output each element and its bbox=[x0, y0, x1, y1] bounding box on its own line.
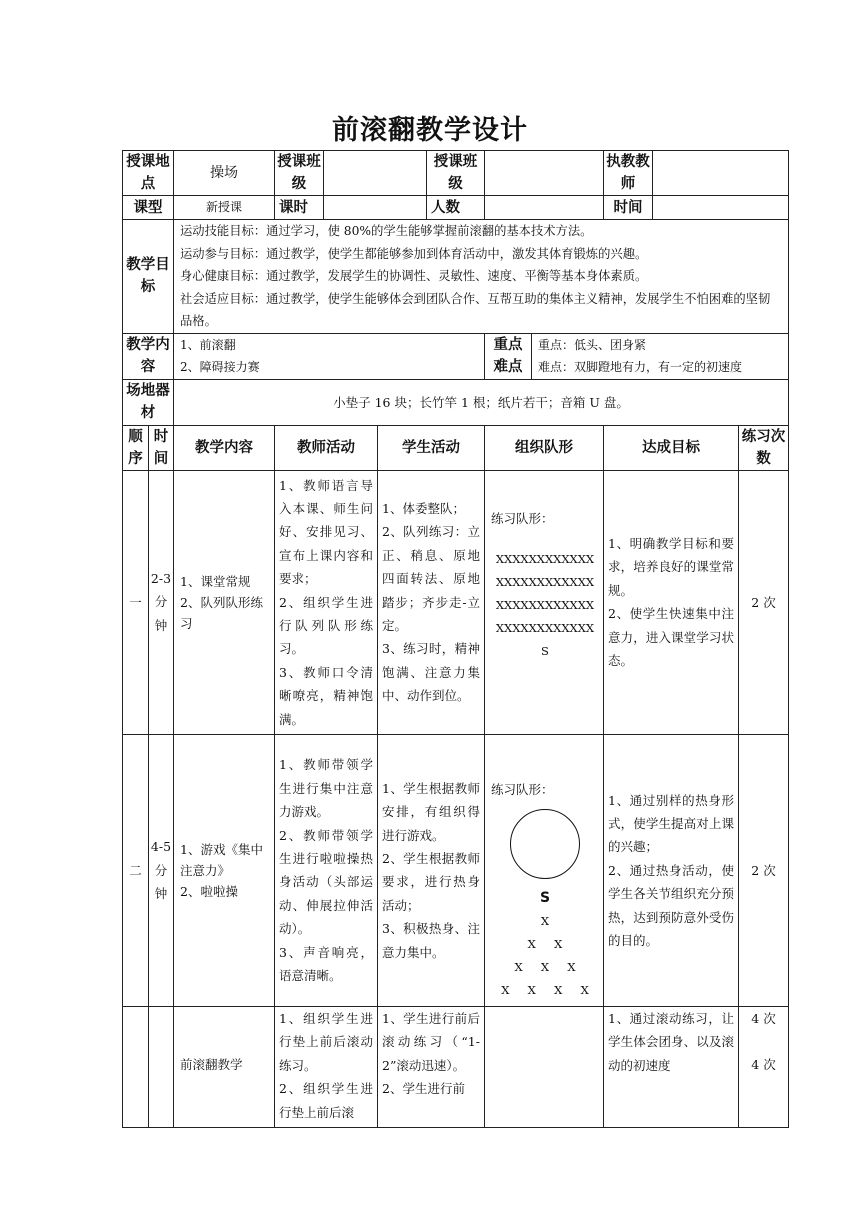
goals-label: 教学目标 bbox=[123, 220, 174, 334]
table-row bbox=[123, 1006, 789, 1127]
row-student: 1、学生进行前后滚动练习（“1-2”滚动迅速）。 2、学生进行前 bbox=[378, 1006, 485, 1127]
col-formation: 组织队形 bbox=[485, 425, 604, 470]
goal-line: 运动参与目标：通过教学，使学生都能够参加到体育活动中，激发其体育锻炼的兴趣。 bbox=[180, 246, 648, 261]
col-teacher: 教师活动 bbox=[275, 425, 378, 470]
goal-line: 身心健康目标：通过教学，发展学生的协调性、灵敏性、速度、平衡等基本身体素质。 bbox=[180, 269, 648, 283]
type-label: 课型 bbox=[123, 196, 174, 220]
formation-line: XXXXXXXXXXXX bbox=[495, 551, 595, 566]
row-formation bbox=[485, 1006, 604, 1127]
count-value bbox=[485, 196, 604, 220]
time-value bbox=[653, 196, 789, 220]
row-formation bbox=[485, 470, 604, 734]
row-order bbox=[123, 1006, 149, 1127]
page-title: 前滚翻教学设计 bbox=[332, 115, 528, 146]
class-value-2 bbox=[485, 151, 604, 196]
hours-label: 课时 bbox=[275, 196, 324, 220]
goal-line: 社会适应目标：通过教学，使学生能够体会到团队合作、互帮互助的集体主义精神，发展学生不怕困难的坚韧品格。 bbox=[180, 291, 771, 328]
formation-label: 练习队形： bbox=[491, 781, 554, 797]
row-student: 1、学生根据教师安排，有组织得进行游戏。 2、学生根据教师要求，进行热身活动； 3、积极热身、注意力集中。 bbox=[378, 734, 485, 1006]
time-label: 时间 bbox=[604, 196, 653, 220]
row-order: 一 bbox=[123, 470, 149, 734]
table-row bbox=[123, 734, 789, 1006]
formation-s: S bbox=[539, 889, 551, 906]
hours-value bbox=[324, 196, 427, 220]
practice-count: 4 次 bbox=[751, 1056, 776, 1072]
row-order: 二 bbox=[123, 734, 149, 1006]
formation-line: XXXXXXXXXXXX bbox=[495, 574, 595, 589]
count-label: 人数 bbox=[427, 196, 485, 220]
class-label: 授课班级 bbox=[275, 151, 324, 196]
row-teacher: 1、组织学生进行垫上前后滚动练习。 2、组织学生进行垫上前后滚 bbox=[275, 1006, 378, 1127]
formation-line: XXXXXXXXXXXX bbox=[495, 620, 595, 635]
row-goal: 1、明确教学目标和要求，培养良好的课堂常规。 2、使学生快速集中注意力，进入课堂学习状态。 bbox=[604, 470, 739, 734]
table-row bbox=[123, 470, 789, 734]
content-item: 2、障碍接力赛 bbox=[180, 360, 260, 374]
circle-shape bbox=[510, 809, 580, 879]
location-value: 操场 bbox=[174, 151, 275, 196]
equipment-value: 小垫子 16 块；长竹竿 1 根；纸片若干；音箱 U 盘。 bbox=[174, 379, 789, 425]
col-goal: 达成目标 bbox=[604, 425, 739, 470]
content-label: 教学内容 bbox=[123, 333, 174, 379]
location-label: 授课地点 bbox=[123, 151, 174, 196]
key-difficulty-label: 重点 难点 bbox=[485, 333, 532, 379]
difficulty-point: 难点：双脚蹬地有力，有一定的初速度 bbox=[538, 360, 743, 374]
row-teacher: 1、教师带领学生进行集中注意力游戏。 2、教师带领学生进行啦啦操热身活动（头部运动、伸展拉伸活动）。 3、声音响亮，语意清晰。 bbox=[275, 734, 378, 1006]
col-practice: 练习次数 bbox=[739, 425, 789, 470]
row-time: 4-5分钟 bbox=[149, 734, 174, 1006]
col-content: 教学内容 bbox=[174, 425, 275, 470]
formation-label: 练习队形： bbox=[491, 510, 554, 526]
class-label-2: 授课班级 bbox=[427, 151, 485, 196]
content-item: 1、前滚翻 bbox=[180, 337, 236, 352]
row-formation bbox=[485, 734, 604, 1006]
teacher-value bbox=[653, 151, 789, 196]
practice-count: 4 次 bbox=[751, 1010, 776, 1026]
formation-line: X X X bbox=[514, 959, 576, 974]
row-goal: 1、通过别样的热身形式，使学生提高对上课的兴趣； 2、通过热身活动，使学生各关节组织充分预热，达到预防意外受伤的目的。 bbox=[604, 734, 739, 1006]
type-value: 新授课 bbox=[174, 196, 275, 220]
row-teacher: 1、教师语言导入本课、师生问好、安排见习、宣布上课内容和要求； 2、组织学生进行队列队形练习。 3、教师口令清晰嘹亮，精神饱满。 bbox=[275, 470, 378, 734]
row-time bbox=[149, 1006, 174, 1127]
formation-line: X X X X bbox=[501, 982, 589, 997]
key-difficulty-text bbox=[532, 333, 789, 379]
key-point: 重点：低头、团身紧 bbox=[538, 337, 647, 352]
formation-line: XXXXXXXXXXXX bbox=[495, 597, 595, 612]
content-items bbox=[174, 333, 485, 379]
col-student: 学生活动 bbox=[378, 425, 485, 470]
row-content: 1、课堂常规 2、队列队形练习 bbox=[174, 470, 275, 734]
teacher-label: 执教教师 bbox=[604, 151, 653, 196]
row-goal: 1、通过滚动练习，让学生体会团身、以及滚动的初速度 bbox=[604, 1006, 739, 1127]
row-time: 2-3分钟 bbox=[149, 470, 174, 734]
formation-line: X X bbox=[527, 936, 563, 951]
row-content: 1、游戏《集中注意力》 2、啦啦操 bbox=[174, 734, 275, 1006]
formation-line: X bbox=[540, 913, 550, 928]
col-time: 时间 bbox=[149, 425, 174, 470]
row-content: 前滚翻教学 bbox=[174, 1006, 275, 1127]
formation-line: S bbox=[541, 643, 549, 658]
col-order: 顺序 bbox=[123, 425, 149, 470]
goal-line: 运动技能目标：通过学习，使 80%的学生能够掌握前滚翻的基本技术方法。 bbox=[180, 224, 593, 238]
class-value bbox=[324, 151, 427, 196]
row-practice: 2 次 bbox=[739, 734, 789, 1006]
row-practice bbox=[739, 1006, 789, 1127]
lesson-plan-table bbox=[122, 150, 789, 1128]
row-practice: 2 次 bbox=[739, 470, 789, 734]
row-student: 1、体委整队； 2、队列练习：立正、稍息、原地四面转法、原地踏步；齐步走-立定。 3、练习时，精神饱满、注意力集中、动作到位。 bbox=[378, 470, 485, 734]
goals-text bbox=[174, 220, 789, 334]
equipment-label: 场地器材 bbox=[123, 379, 174, 425]
